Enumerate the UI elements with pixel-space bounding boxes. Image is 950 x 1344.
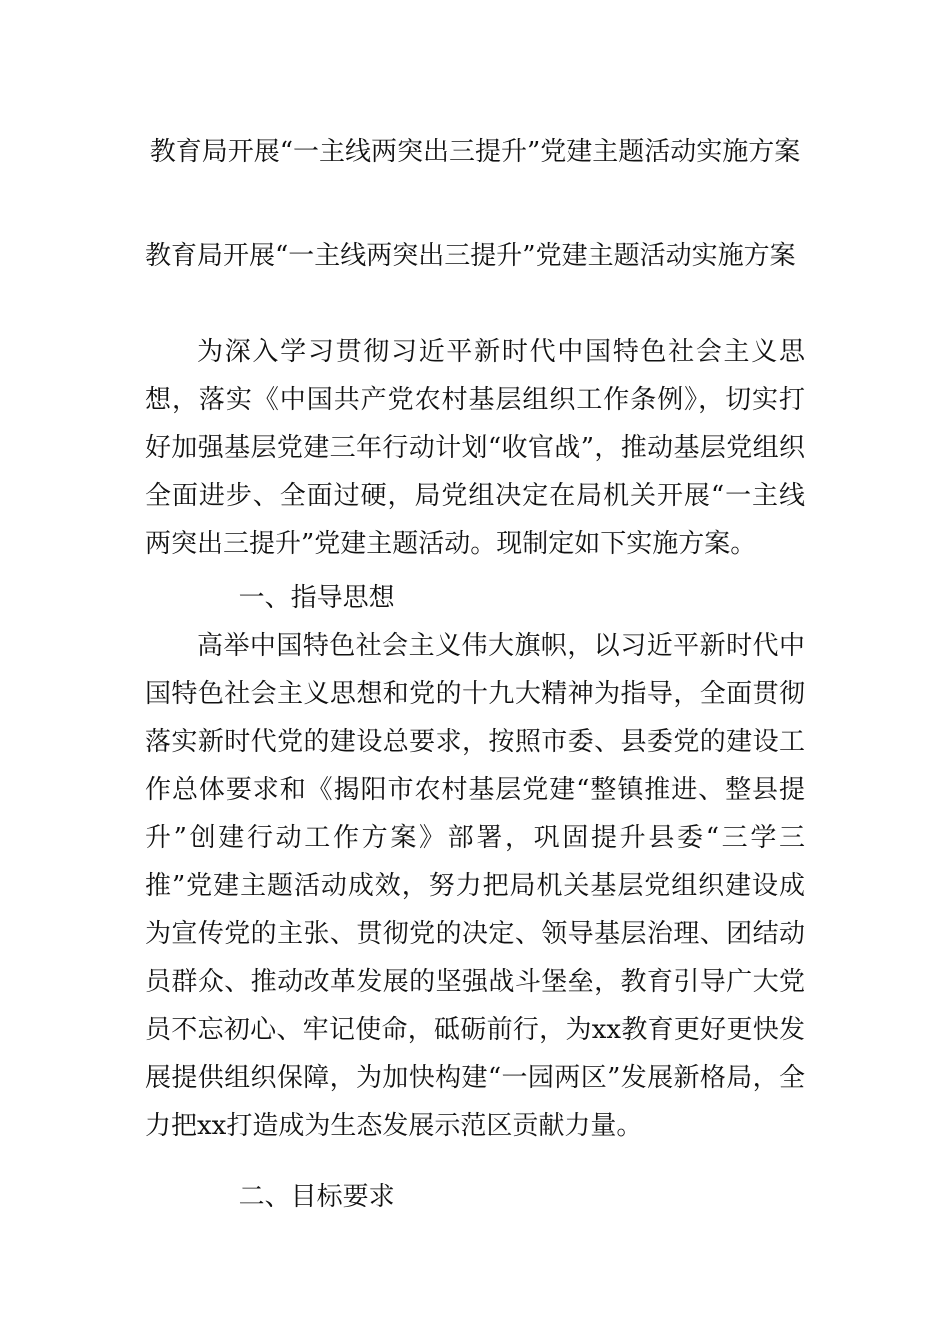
guiding-thought-paragraph: 高举中国特色社会主义伟大旗帜，以习近平新时代中国特色社会主义思想和党的十九大精神为指导，全面贯彻落实新时代党的建设总要求，按照市委、县委党的建设工作总体要求和《揭阳市农村基层党建“整镇推进、整县提升”创建行动工作方案》部署，巩固提升县委“三学三推”党建主题活动成效，努力把局机关基层党组织建设成为宣传党的主张、贯彻党的决定、领导基层治理、团结动员群众、推动改革发展的坚强战斗堡垒，教育引导广大党员不忘初心、牢记使命，砥砺前行，为xx教育更好更快发展提供组织保障，为加快构建“一园两区”发展新格局，全力把xx打造成为生态发展示范区贡献力量。: [145, 631, 805, 1141]
intro-paragraph: 为深入学习贯彻习近平新时代中国特色社会主义思想，落实《中国共产党农村基层组织工作条例》，切实打好加强基层党建三年行动计划“收官战”，推动基层党组织全面进步、全面过硬，局党组决定在局机关开展“一主线两突出三提升”党建主题活动。现制定如下实施方案。: [145, 337, 805, 559]
section-heading-goals: 二、目标要求: [238, 1182, 395, 1212]
document-subtitle: 教育局开展“一主线两突出三提升”党建主题活动实施方案: [145, 241, 796, 271]
section-heading-guiding-thought: 一、指导思想: [238, 583, 395, 613]
document-title: 教育局开展“一主线两突出三提升”党建主题活动实施方案: [149, 137, 801, 167]
